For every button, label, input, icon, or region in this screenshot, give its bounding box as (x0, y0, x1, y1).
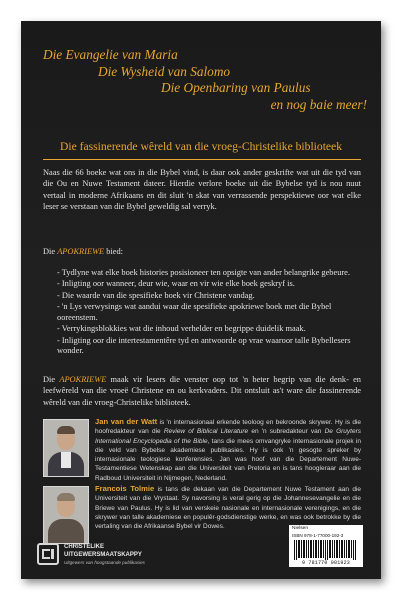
closing-paragraph (43, 374, 361, 408)
publisher-subline: Uitgewers van hoogstaande publikasies (64, 560, 145, 565)
bio-text: is 'n internasionaal erkende teoloog en bekroonde skrywer. Hy is die hoofredakteur van die (95, 419, 361, 436)
barcode-label: Nielsen (292, 526, 308, 531)
barcode (289, 525, 363, 567)
closing-highlight: APOKRIEWE (59, 375, 107, 384)
tagline-line-3: Die Openbaring van Paulus (161, 80, 311, 95)
bio-text: en 'n subredakteur van (248, 428, 325, 436)
tagline-line-1: Die Evangelie van Maria (43, 47, 178, 62)
author-name: Francois Tolmie (95, 484, 155, 493)
feature-item: - Inligting oor wanneer, deur wie, waar en vir wie elke boek geskryf is. (57, 279, 295, 289)
tagline (43, 47, 373, 113)
publisher-line-2: UITGEWERSMAATSKAPPY (64, 551, 142, 558)
bio-text: is tans die dekaan van die Departement Nuwe Testament aan die Universiteit van die Vrystaat. Sy navorsing is veral gerig op die Johannesevangelie en die Briewe van Paulus. Hy is lid van verskeie nasionale en internasionale verenigings, en die skrywer van talle akademiese en populêr-godsdienstige werke, en was ook betrokke by die vertaling van die Afrikaanse Bybel vir Dowes. (95, 486, 361, 531)
offer-line (43, 246, 361, 257)
offer-highlight: APOKRIEWE (57, 247, 105, 256)
feature-item: - Inligting oor die intertestamentêre tyd en antwoorde op vrae waaroor talle Bybellesers wonder. (57, 335, 351, 356)
barcode-bars-icon (293, 540, 359, 560)
author-photo-icon (43, 419, 89, 477)
bio-italic: De Gruyters International Encyclopedia of the Bible (95, 428, 361, 445)
tagline-line-2: Die Wysheid van Salomo (98, 63, 231, 79)
intro-paragraph: Naas die 66 boeke wat ons in die Bybel vind, is daar ook ander geskrifte wat uit die tyd van die Ou en Nuwe Testament dateer. Hierdie verlore boeke uit die Bybelse tyd is nou nuut vertaal in moderne Afrikaans en dit sluit 'n skat van verrassende perspektiewe oor wat elke leser se verstaan van die Bybel geweldig sal verryk. (43, 168, 361, 212)
feature-item: - Die waarde van die spesifieke boek vir Christene vandag. (57, 290, 255, 300)
author-photo-icon (43, 486, 89, 544)
author-block-1 (43, 417, 361, 487)
bio-italic: Review of Biblical Literature (163, 428, 249, 436)
publisher-line-1: CHRISTELIKE (64, 544, 105, 550)
closing-text: maak vir lesers die venster oop tot 'n beter begrip van die denk- en leefwêreld van die vroeë Christene en ou kerkvaders. Dit ontsluit as't ware die fassinerende wêreld van die vroeg-Christelike biblioteek. (43, 375, 361, 407)
feature-item: - 'n Lys verwysings wat aandui waar die spesifieke apokriewe boek met die Bybel ooreenstem. (57, 302, 332, 322)
bio-text: , tans die mees omvangryke internasionale projek in die veld van Bybelse akademiese publikasies. Hy is ook 'n gesogte spreker by internasionale teologiese konferensies. Jan was hoof van die Departement Nuwe-Testamentiese Wetenskap aan die Universiteit van Pretoria en is tans hoogleraar aan die Radboud Universiteit in Nijmegen, Nederland. (95, 437, 361, 482)
offer-suffix: bied: (104, 247, 124, 256)
section-heading: Die fassinerende wêreld van die vroeg-Christelike biblioteek (59, 140, 342, 153)
book-back-cover (21, 21, 381, 579)
author-name: Jan van der Watt (95, 417, 158, 426)
feature-item: - Tydlyne wat elke boek histories posisioneer ten opsigte van ander belangrike gebeure. (57, 268, 350, 277)
tagline-line-4: en nog baie meer! (270, 96, 367, 112)
author-bio (95, 417, 361, 483)
closing-prefix: Die (43, 375, 60, 384)
publisher-name (64, 544, 142, 559)
publisher-logo (37, 541, 187, 571)
cum-logo-icon (37, 543, 59, 565)
feature-item: - Verrykingsblokkies wat die inhoud verhelder en begrippe duidelik maak. (57, 324, 306, 334)
isbn-text: ISBN 978-1-77000-192-3 (292, 533, 344, 538)
feature-list (57, 268, 357, 358)
barcode-digits: 9 781770 001923 (301, 560, 350, 566)
offer-prefix: Die (43, 247, 58, 256)
heading-divider (43, 159, 361, 160)
